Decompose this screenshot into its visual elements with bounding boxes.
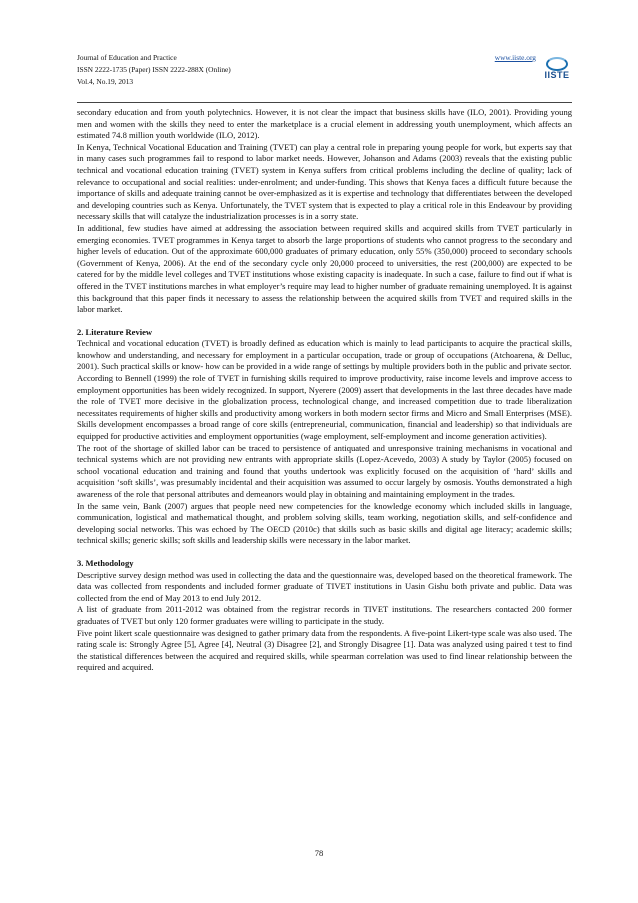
paragraph: In additional, few studies have aimed at addressing the association between required skills and acquired skills from TVET particularly in emerging economies. TVET programmes in Kenya target to absorb the large proportions of students who cannot progress to the secondary and higher levels of education. Out of the approximate 600,000 graduates of primary education, only 55% (350,000) proceed to secondary schools (Government of Kenya, 2006). At the end of the secondary cycle only 20,000 proceed to universities, the rest (200,000) are expected to be catered for by the middle level colleges and TVET institutions whose existing capacity is inadequate. In such a case, failure to find out if what is offered in the TVET institutions marches in what employer’s require may lead to higher number of graduate remaining unemployed. It is against this background that this paper finds it necessary to assess the relationship between the acquired skills from TVET and required skills in the labor market. [77,222,572,315]
logo-text: IISTE [544,70,570,80]
journal-issn: ISSN 2222-1735 (Paper) ISSN 2222-288X (Online) [77,65,231,74]
page [77,52,572,674]
paragraph: Five point likert scale questionnaire was designed to gather primary data from the respondents. A five-point Likert-type scale was also used. The rating scale is: Strongly Agree [5], Agree [4], Neutral (3) Disagree [2], and Strongly Disagree [1]. Data was analyzed using paired t test to find the statistical differences between the acquired and required skills, while spearman correlation was used to find linear relationship between the required and acquired. [77,627,572,673]
header-divider [77,102,572,103]
paragraph: A list of graduate from 2011-2012 was obtained from the registrar records in TIVET institutions. The researchers contacted 200 former graduates of TVET but only 120 former graduates were willing to participate in the study. [77,604,572,626]
iiste-logo-icon [542,54,572,84]
paragraph: Technical and vocational education (TVET) is broadly defined as education which is mainly to lead participants to acquire the practical skills, knowhow and understanding, and necessary for employment in a particular occupation, trade or group of occupations (Atchoarena, & Delluc, 2001). Such practical skills or know- how can be provided in a wide range of settings by multiple providers both in the public and private sector. [77,338,572,372]
journal-header [77,52,572,100]
paragraph: In Kenya, Technical Vocational Education and Training (TVET) can play a central role in preparing young people for work, but experts say that in many cases such programmes fail to respond to labor market needs. However, Johanson and Adams (2003) reveals that the existing public technical and vocational education training (TVET) system in Kenya suffers from critical problems including the decline of quality; lack of relevance to occupational and social realities: under-enrolment; and under-funding. This shows that Kenya faces a difficult future because the importance of skills and adequate training cannot be over-emphasized as it is expertise and technology that differentiates between the developed and developing countries such as Kenya. Unfortunately, the TVET system that is expected to play a critical role in this Endeavour by providing necessary skills that will catalyze the industrialization processes is in a sorry state. [77,141,572,222]
paragraph: secondary education and from youth polytechnics. However, it is not clear the impact that business skills have (ILO, 2001). Providing young men and women with the skills they need to enter the marketplace is a crucial element in addressing youth unemployment, which affects an estimated 74.8 million youth worldwide (ILO, 2012). [77,107,572,141]
section-heading-methodology: 3. Methodology [77,557,134,568]
paragraph: The root of the shortage of skilled labor can be traced to persistence of antiquated and unresponsive training mechanisms in vocational and technical systems which are not providing new entrants with appropriate skills (Lopez-Acevedo, 2003) A study by Taylor (2005) focused on school vocational education and training and found that youths undertook was explicitly focused on the acquisition of ‘hard’ skills and acquisition ‘soft skills’, was presumably incidental and their acquisition was assumed to occur largely by osmosis. Youths demonstrated a high awareness of the role that personal attributes and demeanors would play in obtaining and maintaining employment in the trades. [77,442,572,499]
page-number: 78 [314,848,324,858]
paragraph: Descriptive survey design method was used in collecting the data and the questionnaire was, developed based on the theoretical framework. The data was collected from respondents and included former graduate of TIVET institutions in Uasin Gishu both private and public. Data was collected from the end of May 2013 to end July 2012. [77,569,572,603]
article-body [77,107,572,674]
paragraph: According to Bennell (1999) the role of TVET in furnishing skills required to improve productivity, raise income levels and improve access to employment opportunities has been widely recognized. In support, Nyerere (2009) assert that developments in the last three decades have made the role of TVET more decisive in the globalization process, technological change, and increased competition due to trade liberalization necessitates requirements of higher skills and productivity among workers in both modern sector firms and Micro and Small Enterprises (MSE). Skills development encompasses a broad range of core skills (entrepreneurial, communication, financial and leadership) so that individuals are equipped for productive activities and employment opportunities (wage employment, self-employment and income generation activities). [77,373,572,442]
journal-volume: Vol.4, No.19, 2013 [77,77,134,86]
section-heading-literature-review: 2. Literature Review [77,326,153,337]
journal-title: Journal of Education and Practice [77,53,177,62]
paragraph: In the same vein, Bank (2007) argues that people need new competencies for the knowledge economy which included skills in language, communication, logistical and mathematical thought, and problem solving skills, team working, negotiation skills, and self‐confidence and developing social networks. This was echoed by The OECD (2010c) that skills such as basic skills and digital age literacy; academic skills; technical skills; generic skills; soft skills and leadership skills were necessary in the labor market. [77,500,572,546]
website-link[interactable]: www.iiste.org [494,53,536,62]
